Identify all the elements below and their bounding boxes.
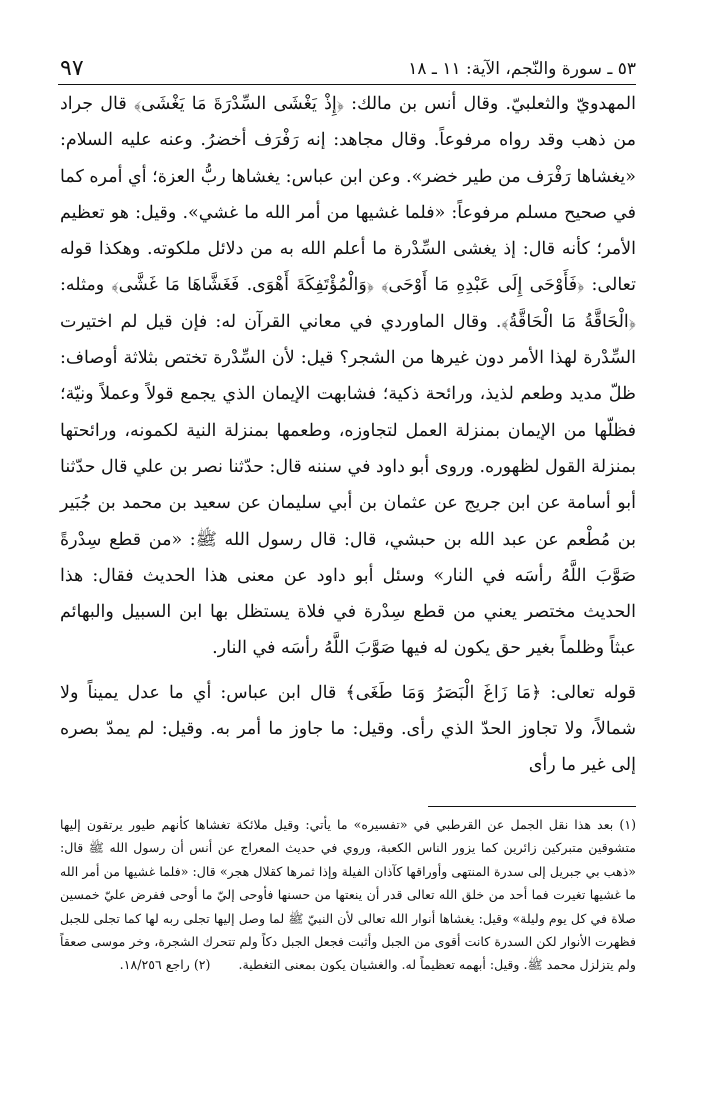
footnote-1 [60, 813, 636, 977]
running-head: ٥٣ ـ سورة والنّجم، الآية: ١١ ـ ١٨ [408, 59, 636, 79]
page-header [60, 52, 636, 82]
body-paragraph-2-text: قوله تعالى: ﴿مَا زَاغَ الْبَصَرُ وَمَا طَغَى﴾ قال ابن عباس: أي ما عدل يميناً ولا شمالاً، ولا تجاوز الحدّ الذي رأى. وقيل: ما جاوز ما أمر به. وقيل: لم يمدّ بصره إلى غير ما رأى [60, 682, 636, 776]
header-rule [58, 84, 636, 85]
body-paragraph-2 [60, 675, 636, 784]
main-text [60, 86, 636, 776]
footnote-rule [428, 806, 636, 807]
footnote-1-text: (١) بعد هذا نقل الجمل عن القرطبي في «تفسيره» ما يأتي: وقيل ملائكة تغشاها كأنهم طيور يرتقون إليها متشوقين متبركين زائرين كما يزور الناس الكعبة، وروي في حديث المعراج عن أنس أن رسول الله ﷺ قال: «ذهب بي جبريل إلى سدرة المنتهى وأوراقها كآذان الفيلة وإذا ثمرها كقلال هجر» قال: «فلما غشيها من أمر الله ما غشيها تغيرت فما أحد من خلق الله تعالى قدر أن ينعتها من حسنها فأوحى إليّ ما أوحى ففرض عليّ خمسين صلاة في كل يوم وليلة» وقيل: يغشاها أنوار الله تعالى لأن النبيّ ﷺ لما وصل إليها تجلى ربه لها كما تجلى للجبل فظهرت الأنوار لكن السدرة كانت أقوى من الجبل وأثبت فجعل الجبل دكاً ولم تتحرك الشجرة، وخر موسى صعقاً ولم يتزلزل محمد ﷺ. وقيل: أبهمه تعظيماً له. والغشيان يكون بمعنى التغطية. [60, 817, 637, 973]
footnote-2-text: (٢) راجع ١٨/٢٥٦. [119, 957, 211, 973]
body-paragraph-1 [60, 86, 636, 667]
body-paragraph-1-text: المهدويّ والثعلبيّ. وقال أنس بن مالك: ﴿إِذْ يَغْشَى السِّدْرَةَ مَا يَغْشَى﴾ قال جراد من ذهب وقد رواه مرفوعاً. وقال مجاهد: إنه رَفْرَف أخضرُ. وعنه عليه السلام: «يغشاها رَفْرَف من طير خضر». وعن ابن عباس: يغشاها ربُّ العزة؛ أي أمره كما في صحيح مسلم مرفوعاً: «فلما غشيها من أمر الله ما غشي». وقيل: هو تعظيم الأمر؛ كأنه قال: إذ يغشى السِّدْرة ما أعلم الله به من دلائل ملكوته. وهكذا قوله تعالى: ﴿فَأَوْحَى إِلَى عَبْدِهِ مَا أَوْحَى﴾ ﴿وَالْمُؤْتَفِكَةَ أَهْوَى. فَغَشَّاهَا مَا غَشَّى﴾ ومثله: ﴿الْحَاقَّةُ مَا الْحَاقَّةُ﴾. وقال الماوردي في معاني القرآن له: فإن قيل لم اختيرت السِّدْرة لهذا الأمر دون غيرها من الشجر؟ قيل: لأن السِّدْرة تختص بثلاثة أوصاف: ظلّ مديد وطعم لذيذ، ورائحة ذكية؛ فشابهت الإيمان الذي يجمع قولاً وعملاً ونيّة؛ فظلّها من الإيمان بمنزلة العمل لتجاوزه، وطعمها بمنزلة النية لكمونه، ورائحتها بمنزلة القول لظهوره. وروى أبو داود في سننه قال: حدّثنا نصر بن علي قال حدّثنا أبو أسامة عن ابن جريج عن عثمان بن أبي سليمان عن سعيد بن محمد بن جُبَير بن مُطْعم عن عبد الله بن حبشي، قال: قال رسول الله ﷺ: «من قطع سِدْرةً صَوَّبَ اللَّهُ رأسَه في النار» وسئل أبو داود عن معنى هذا الحديث فقال: هذا الحديث مختصر يعني من قطع سِدْرة في فلاة يستظل بها ابن السبيل والبهائم عبثاً وظلماً بغير حق يكون له فيها صَوَّبَ اللَّهُ رأسَه في النار. [60, 94, 636, 659]
page-number: ٩٧ [60, 56, 84, 81]
footnotes [60, 813, 636, 1085]
